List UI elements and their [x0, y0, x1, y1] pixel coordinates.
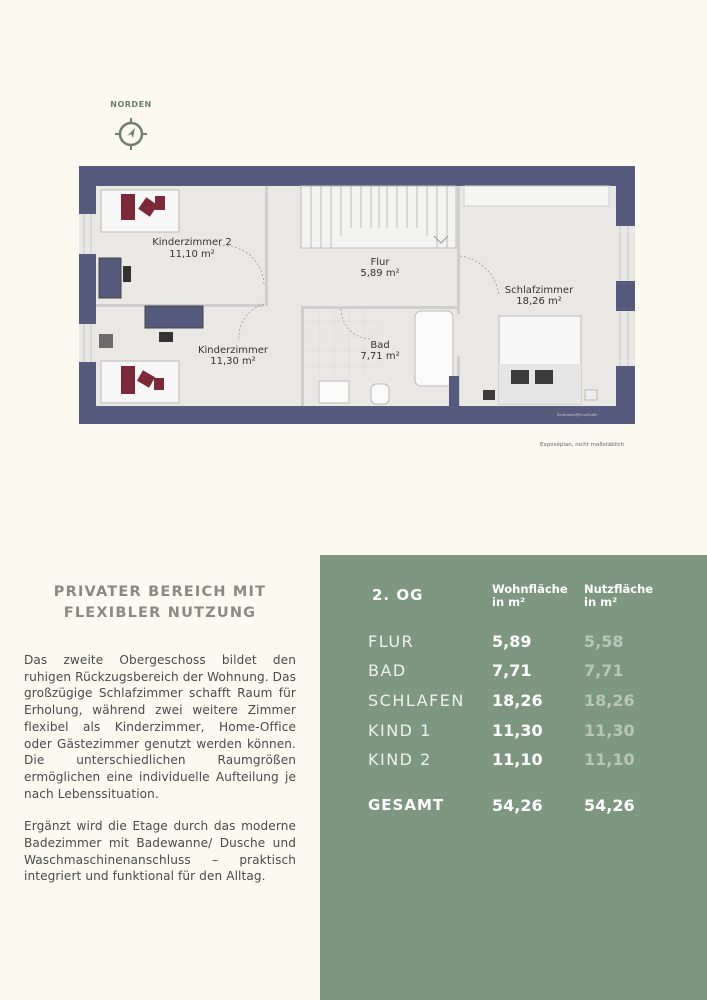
toilet — [371, 384, 389, 404]
floor-label: 2. OG — [372, 586, 424, 604]
table-row — [320, 632, 707, 656]
col-header-nutzflaeche — [584, 583, 653, 609]
area-panel — [320, 555, 707, 1000]
row-name: KIND 1 — [368, 721, 432, 740]
col-header-wohn-line2: in m² — [492, 595, 526, 609]
heading-line-1: PRIVATER BEREICH MIT — [53, 584, 267, 600]
total-nutz: 54,26 — [584, 796, 635, 815]
bed-kinderzimmer — [101, 361, 179, 403]
paragraph-2: Ergänzt wird die Etage durch das moderne Badezimmer mit Badewanne/ Dusche und Waschmaschinenanschluss – praktisch integriert und funktional für den Alltag. — [24, 819, 296, 884]
row-wohn: 7,71 — [492, 661, 532, 680]
plan-note: Exposéplan, nicht maßstäblich — [540, 442, 625, 448]
table-row — [320, 721, 707, 745]
heading-line-2: FLEXIBLER NUTZUNG — [63, 605, 257, 621]
table-row — [320, 750, 707, 774]
col-header-nutz-line1: Nutzfläche — [584, 582, 654, 596]
room-name-schlafzimmer: Schlafzimmer — [504, 285, 574, 296]
bed-kinder2 — [101, 190, 179, 232]
area-table — [320, 555, 707, 1000]
row-nutz: 7,71 — [584, 661, 624, 680]
paragraph-1: Das zweite Obergeschoss bildet den ruhigen Rückzugsbereich der Wohnung. Das großzügige Schlafzimmer schafft Raum für Erholung, während zwei weitere Zimmer flexibel als Kinderzimmer, Home-Office oder Gästezimmer genutzt werden können. Die unterschiedlichen Raumgrößen ermöglichen eine individuelle Aufteilung je nach Lebenssituation. — [24, 653, 296, 801]
total-wohn: 54,26 — [492, 796, 543, 815]
row-wohn: 11,30 — [492, 721, 543, 740]
compass — [105, 100, 157, 151]
compass-north-icon — [114, 117, 148, 151]
total-name: GESAMT — [368, 796, 445, 814]
table-row — [320, 691, 707, 715]
floor-plan — [79, 166, 635, 424]
section-heading — [24, 582, 296, 624]
row-name: SCHLAFEN — [368, 691, 465, 710]
wardrobe — [464, 186, 609, 206]
table-row — [320, 661, 707, 685]
room-name-kinder2: Kinderzimmer 2 — [152, 237, 232, 248]
row-wohn: 11,10 — [492, 750, 543, 769]
staircase — [301, 186, 456, 248]
description-column — [24, 582, 296, 901]
row-name: KIND 2 — [368, 750, 432, 769]
row-wohn: 18,26 — [492, 691, 543, 710]
row-nutz: 5,58 — [584, 632, 624, 651]
row-name: FLUR — [368, 632, 415, 651]
row-name: BAD — [368, 661, 407, 680]
plan-credit: Illustration@InnoGrafik — [557, 413, 598, 417]
row-wohn: 5,89 — [492, 632, 532, 651]
bed-schlafzimmer — [483, 316, 597, 404]
room-name-bad: Bad — [370, 340, 390, 351]
room-area-kinder2: 11,10 m² — [169, 249, 215, 260]
table-total-row — [320, 796, 707, 820]
col-header-nutz-line2: in m² — [584, 595, 618, 609]
row-nutz: 11,30 — [584, 721, 635, 740]
room-name-kinderzimmer: Kinderzimmer — [197, 345, 269, 356]
col-header-wohn-line1: Wohnfläche — [492, 582, 568, 596]
room-name-flur: Flur — [370, 257, 390, 268]
row-nutz: 11,10 — [584, 750, 635, 769]
room-area-kinderzimmer: 11,30 m² — [210, 356, 256, 367]
bathtub — [415, 311, 453, 386]
room-area-flur: 5,89 m² — [360, 268, 400, 279]
room-area-schlafzimmer: 18,26 m² — [516, 296, 562, 307]
sink — [319, 381, 349, 403]
room-area-bad: 7,71 m² — [360, 351, 400, 362]
compass-label: NORDEN — [110, 100, 152, 109]
col-header-wohnflaeche — [492, 583, 568, 609]
row-nutz: 18,26 — [584, 691, 635, 710]
